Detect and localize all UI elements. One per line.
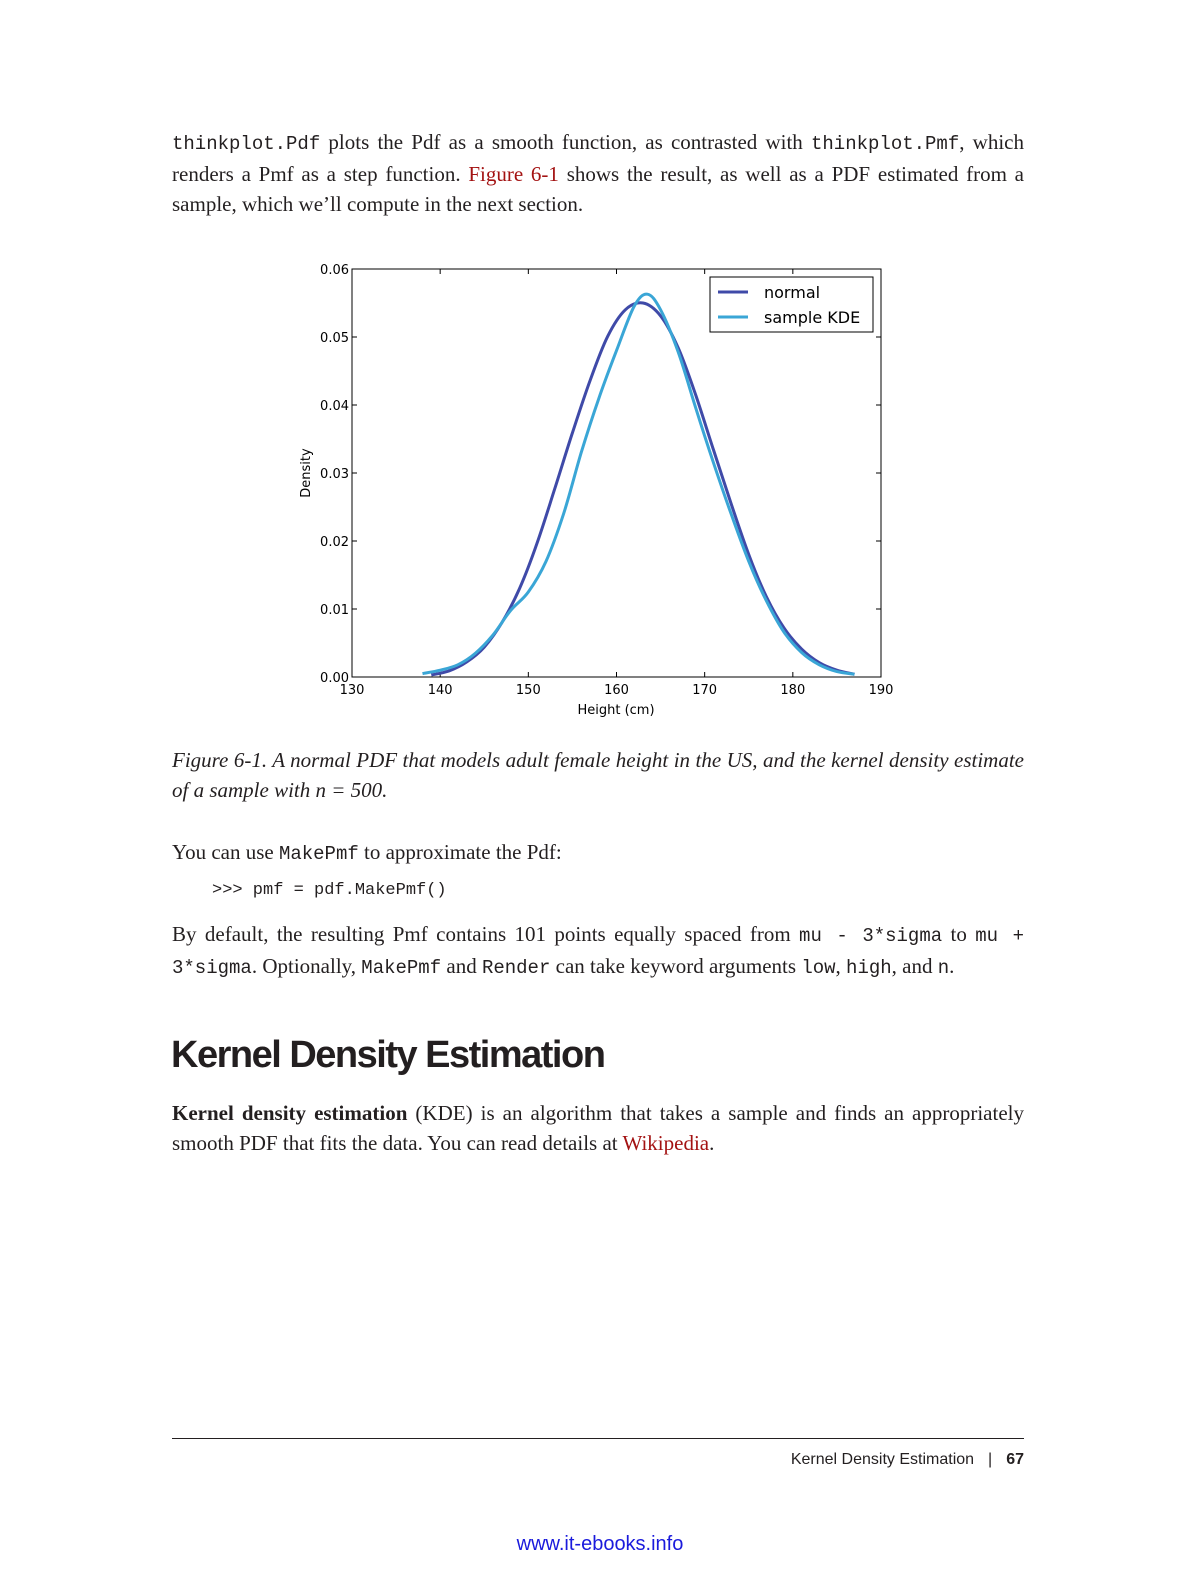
code-span: mu - 3*sigma	[799, 925, 943, 947]
footer-rule	[172, 1438, 1024, 1439]
code-thinkplot-pdf: thinkplot.Pdf	[172, 133, 321, 155]
watermark-link[interactable]: www.it-ebooks.info	[516, 1533, 684, 1555]
y-tick-label: 0.02	[320, 535, 349, 550]
code-makepmf: MakePmf	[278, 843, 359, 865]
y-tick-label: 0.06	[320, 263, 349, 278]
series-line-normal	[431, 303, 854, 675]
text-span: . Optionally,	[251, 954, 362, 978]
x-tick-label: 140	[427, 683, 453, 698]
page-number: 67	[1006, 1451, 1024, 1468]
text-span: , which renders a Pmf as a step function.	[172, 130, 1024, 186]
code-span: MakePmf	[361, 957, 442, 979]
x-tick-label: 130	[339, 683, 365, 698]
legend-label-sample-kde: sample KDE	[764, 308, 861, 327]
text-span: (KDE) is an algorithm that takes a sample and finds an appropriately smooth PDF that fits the data. You can read details at	[172, 1101, 1024, 1155]
x-tick-label: 160	[604, 683, 629, 698]
bold-term: Kernel density estimation	[172, 1101, 408, 1125]
text-span: You can use	[172, 840, 279, 864]
text-span: , and	[891, 954, 938, 978]
code-span: mu + 3*sigma	[172, 925, 1024, 979]
caption-label: Figure 6-1.	[172, 748, 273, 772]
figure-6-1-link[interactable]: Figure 6-1	[468, 162, 559, 186]
y-tick-label: 0.05	[320, 331, 349, 346]
text-span: By default, the resulting Pmf contains 101 points equally spaced from	[172, 922, 800, 946]
code-span: low	[801, 957, 836, 979]
x-tick-label: 150	[515, 683, 541, 698]
text-span: shows the result, as well as a PDF estimated from a sample, which we’ll compute in the next section.	[172, 162, 1024, 216]
series-line-sample-kde	[423, 294, 855, 674]
text-span: to approximate the Pdf:	[358, 840, 562, 864]
wikipedia-link[interactable]: Wikipedia	[622, 1131, 710, 1155]
text-span: .	[949, 954, 955, 978]
code-span: n	[937, 957, 950, 979]
paragraph-makepmf	[172, 837, 1024, 869]
x-tick-label: 180	[780, 683, 806, 698]
legend	[710, 277, 873, 332]
code-span: Render	[481, 957, 551, 979]
code-block: >>> pmf = pdf.MakePmf()	[212, 881, 447, 900]
x-axis	[340, 269, 894, 698]
y-tick-label: 0.04	[320, 399, 349, 414]
code-span: high	[846, 957, 892, 979]
text-span: .	[709, 1131, 715, 1155]
caption-text: A normal PDF that models adult female height in the US, and the kernel density estimate of a sample with n = 500.	[172, 748, 1024, 802]
text-span: can take keyword arguments	[550, 954, 802, 978]
text-span: and	[441, 954, 482, 978]
text-span: ,	[835, 954, 847, 978]
paragraph-kde-intro	[172, 1098, 1024, 1158]
footer-separator: |	[988, 1451, 993, 1468]
legend-label-normal: normal	[764, 283, 821, 302]
series-lines	[423, 294, 855, 675]
text-span: to	[942, 922, 976, 946]
figure-caption	[172, 745, 1024, 805]
density-chart	[280, 252, 920, 727]
text-span: plots the Pdf as a smooth function, as contrasted with	[320, 130, 811, 154]
y-tick-label: 0.00	[320, 671, 349, 686]
y-tick-label: 0.03	[320, 467, 349, 482]
x-axis-label: Height (cm)	[577, 703, 655, 718]
paragraph-thinkplot	[172, 127, 1024, 219]
code-thinkplot-pmf: thinkplot.Pmf	[811, 133, 960, 155]
section-heading: Kernel Density Estimation	[171, 1034, 605, 1076]
footer-section: Kernel Density Estimation	[790, 1451, 975, 1468]
y-axis-label: Density	[299, 448, 314, 498]
page-footer	[791, 1451, 1024, 1469]
y-tick-label: 0.01	[320, 603, 349, 618]
x-tick-label: 170	[692, 683, 718, 698]
x-tick-label: 190	[868, 683, 894, 698]
paragraph-default-points	[172, 919, 1024, 983]
